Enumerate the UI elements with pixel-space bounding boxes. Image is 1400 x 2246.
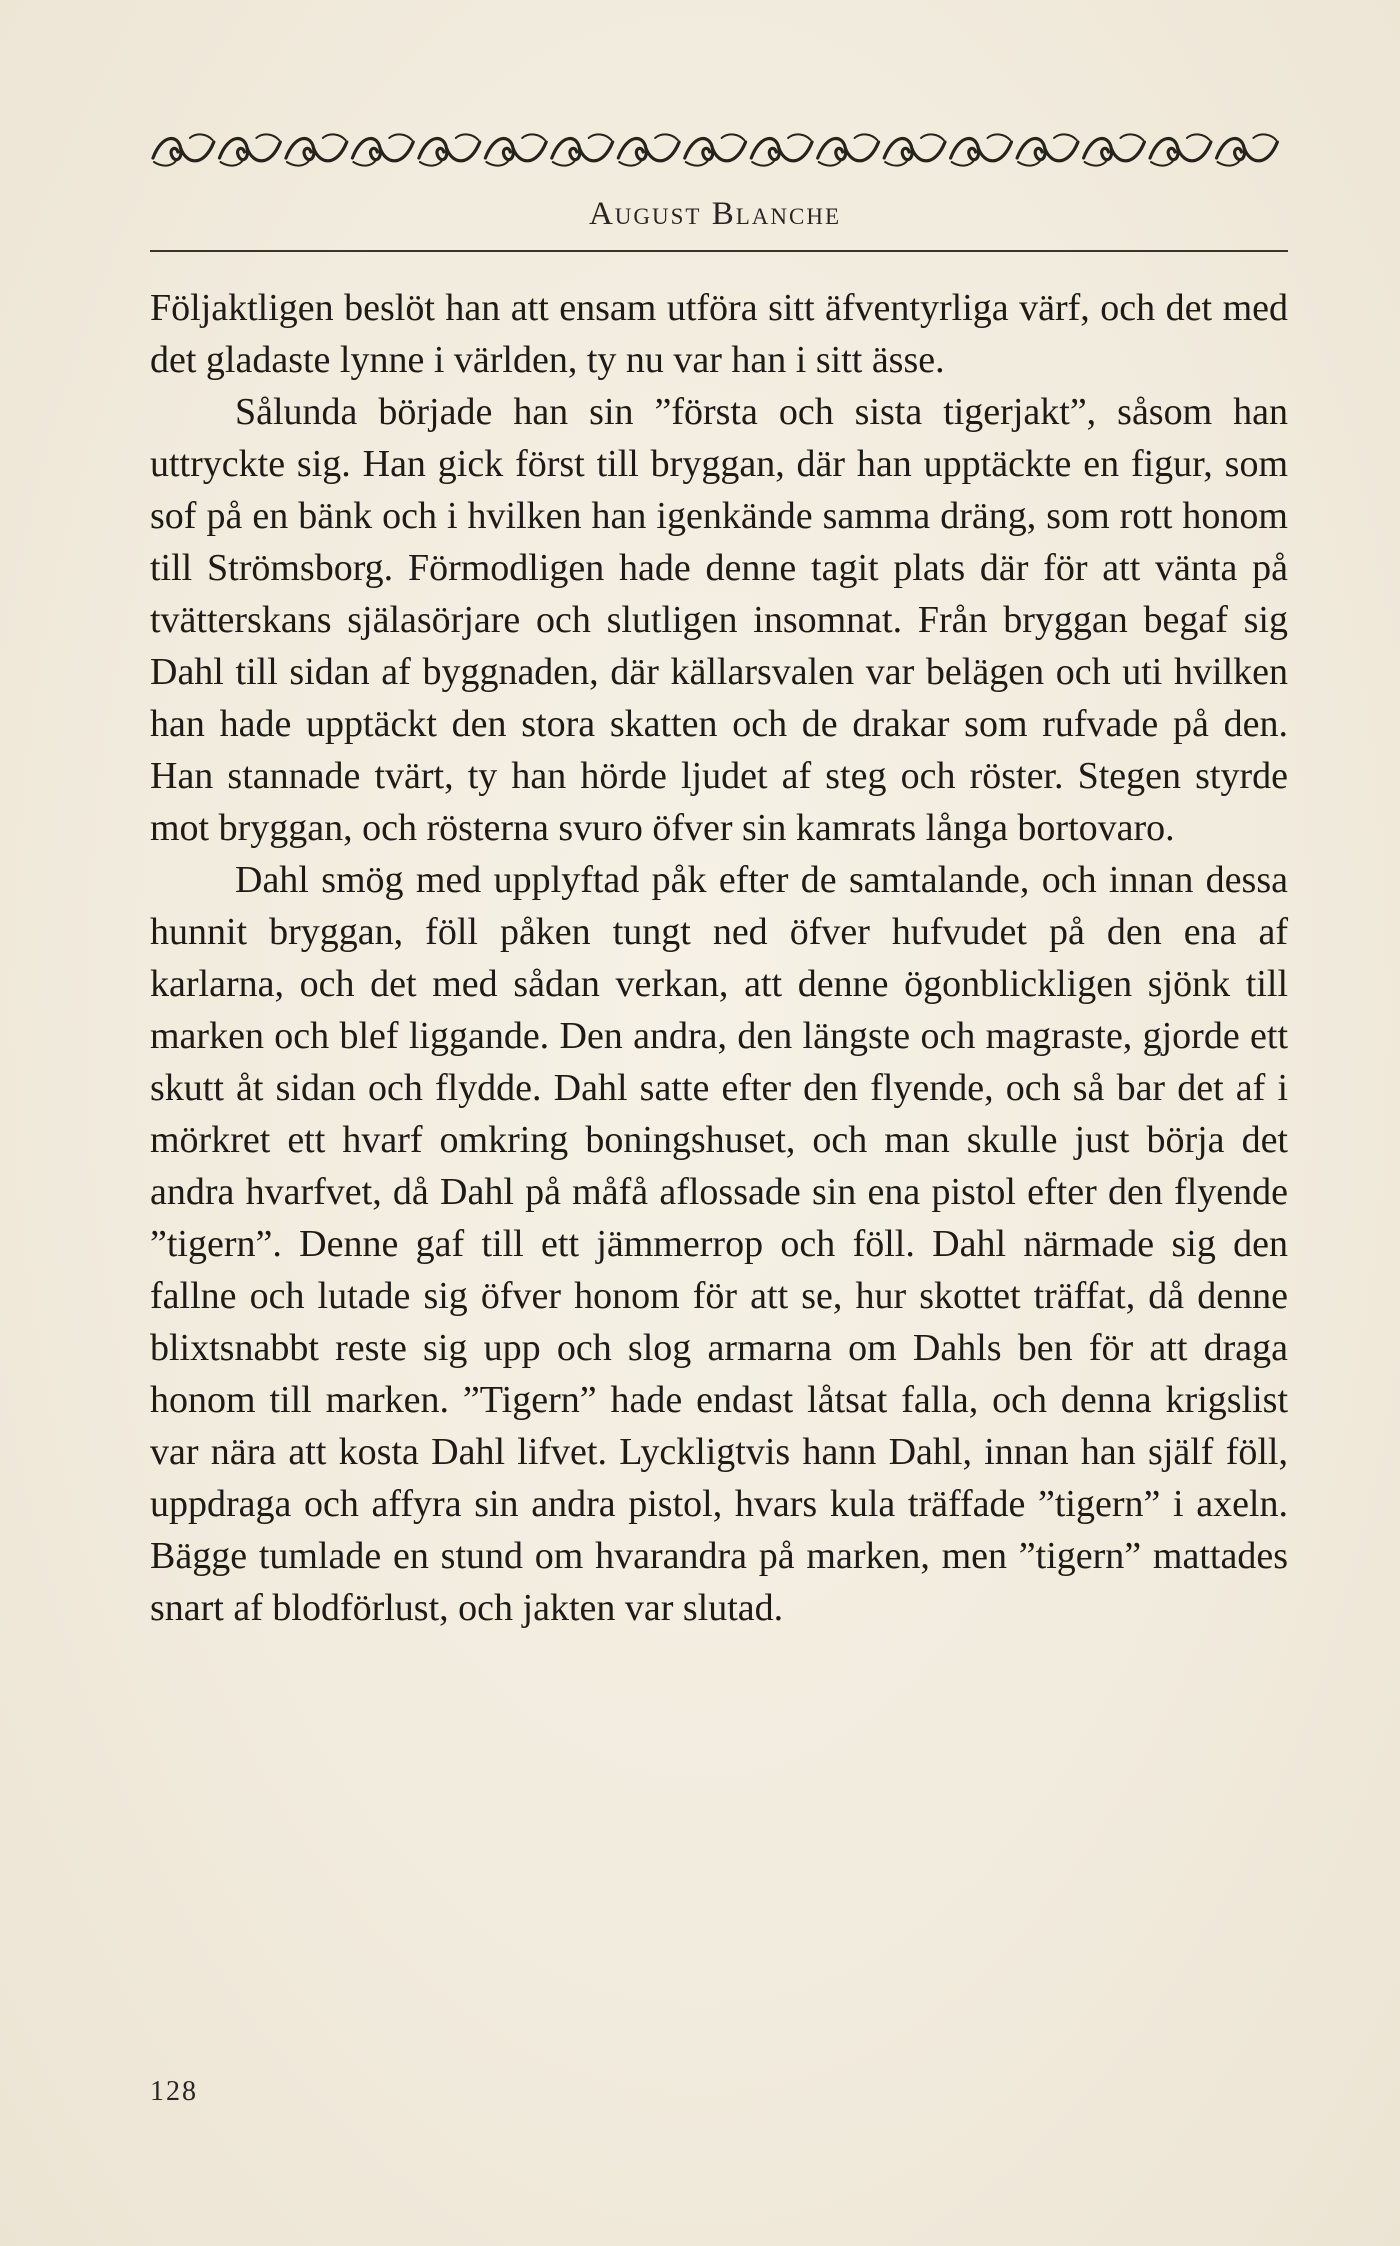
ornament-scroll-unit	[153, 134, 214, 165]
ornament-scroll-unit	[1017, 134, 1078, 165]
paragraph-3: Dahl smög med upplyftad påk efter de samtalande, och innan dessa hunnit bryggan, föll påken tungt ned öfver hufvudet på den ena af karlarna, och det med sådan verkan, att denne ögonblickligen sjönk till marken och blef liggande. Den andra, den längste och magraste, gjorde ett skutt åt sidan och flydde. Dahl satte efter den flyende, och så bar det af i mörkret ett hvarf omkring boningshuset, och man skulle just börja det andra hvarfvet, då Dahl på måfå aflossade sin ena pistol efter den flyende ”tigern”. Denne gaf till ett jämmerrop och föll. Dahl närmade sig den fallne och lutade sig öfver honom för att se, hur skottet träffat, då denne blixtsnabbt reste sig upp och slog armarna om Dahls ben för att draga honom till marken. ”Tigern” hade endast låtsat falla, och denna krigslist var nära att kosta Dahl lifvet. Lyckligtvis hann Dahl, innan han själf föll, uppdraga och affyra sin andra pistol, hvars kula träffade ”tigern” i axeln. Bägge tumlade en stund om hvarandra på marken, men ”tigern” mattades snart af blodförlust, och jakten var slutad.	[150, 859, 1288, 1629]
paragraph-2: Sålunda började han sin ”första och sista tigerjakt”, såsom han uttryckte sig. Han gick först till bryggan, där han upptäckte en figur, som sof på en bänk och i hvilken han igenkände samma dräng, som rott honom till Strömsborg. Förmodligen hade denne tagit plats där för att vänta på tvätterskans själasörjare och slutligen insomnat. Från bryggan begaf sig Dahl till sidan af byggnaden, där källarsvalen var belägen och uti hvilken han hade upptäckt den stora skatten och de drakar som rufvade på den. Han stannade tvärt, ty han hörde ljudet af steg och röster. Stegen styrde mot bryggan, och rösterna svuro öfver sin kamrats långa bortovaro.	[150, 391, 1288, 849]
paragraph-1: Följaktligen beslöt han att ensam utföra sitt äfventyrliga värf, och det med det gladaste lynne i världen, ty nu var han i sitt ässe.	[150, 287, 1288, 381]
ornament-scroll-unit	[1217, 134, 1278, 165]
ornament-scroll-unit	[618, 134, 679, 165]
body-text	[150, 282, 1288, 1634]
ornament-scroll-unit	[1084, 134, 1145, 165]
ornament-scroll-unit	[552, 134, 613, 165]
ornament-scroll-unit	[286, 134, 347, 165]
ornament-scroll-unit	[818, 134, 879, 165]
ornament-scroll-unit	[419, 134, 480, 165]
ornament-scroll-unit	[685, 134, 746, 165]
running-head-author: August Blanche	[588, 196, 842, 232]
page-number: 128	[150, 2076, 198, 2107]
ornament-scroll-unit	[352, 134, 413, 165]
header-rule	[150, 250, 1288, 252]
ornament-scroll-unit	[751, 134, 812, 165]
scroll-wave-ornament-icon	[150, 128, 1280, 172]
ornament-scroll-unit	[884, 134, 945, 165]
ornament-scroll-unit	[485, 134, 546, 165]
ornament-scroll-unit	[219, 134, 280, 165]
ornament-scroll-unit	[951, 134, 1012, 165]
ornament-scroll-unit	[1150, 134, 1211, 165]
